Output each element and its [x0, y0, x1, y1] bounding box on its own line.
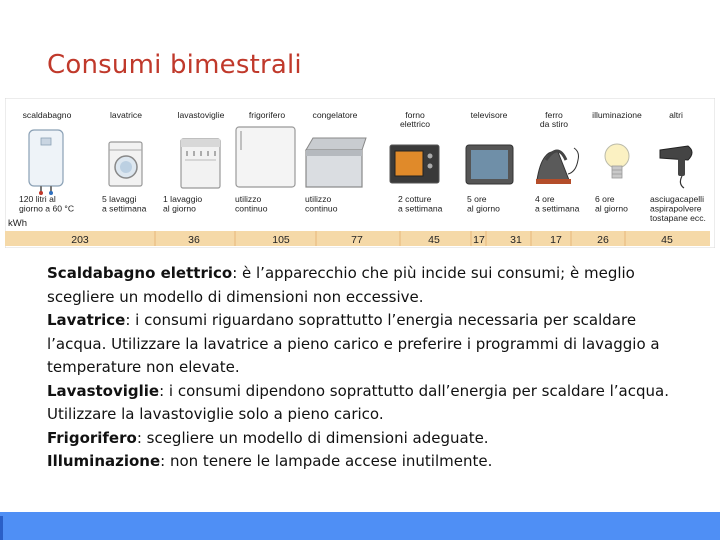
kwh-value: 17 — [473, 234, 485, 246]
appliance-usage: continuo — [235, 203, 268, 214]
kwh-value: 45 — [428, 234, 440, 246]
paragraph-heading: Frigorifero — [47, 428, 137, 447]
paragraph-body: : è l’apparecchio che più incide sui consumi; è meglio scegliere un modello di dimensioni non eccessive. — [47, 264, 635, 306]
appliance-usage: al giorno — [467, 203, 500, 214]
freezer-icon — [306, 138, 366, 187]
appliance-name: lavastoviglie — [177, 110, 225, 120]
paragraph-body: : i consumi riguardano soprattutto l’energia necessaria per scaldare l’acqua. Utilizzare la lavatrice a pieno carico e preferire i programmi di lavaggio a temperature non elevate. — [47, 311, 660, 376]
appliance-usage: 2 cotture — [398, 194, 432, 204]
paragraph-body: : scegliere un modello di dimensioni adeguate. — [136, 428, 489, 447]
paragraph-heading: Illuminazione — [47, 452, 161, 470]
appliance-name: scaldabagno — [22, 110, 72, 120]
paragraph-heading: Scaldabagno elettrico — [47, 264, 233, 282]
paragraph-body: : i consumi dipendono soprattutto dall’energia per scaldare l’acqua. Utilizzare la lavastoviglie solo a pieno carico. — [47, 381, 669, 423]
paragraph-heading: Lavastoviglie — [47, 381, 160, 400]
appliance-name: ferro — [545, 110, 563, 120]
paragraph-body: : non tenere le lampade accese inutilmente. — [160, 452, 493, 470]
slide-title: Consumi bimestrali — [47, 50, 302, 80]
appliance-name: da stiro — [539, 119, 569, 129]
appliance-usage: continuo — [305, 203, 338, 214]
appliance-name: forno — [405, 110, 425, 120]
appliance-name: lavatrice — [110, 110, 142, 120]
water-heater-icon — [29, 130, 63, 195]
appliance-usage: al giorno — [595, 203, 628, 214]
appliance-usage: aspirapolvere — [650, 203, 702, 214]
kwh-value: 77 — [351, 234, 363, 246]
appliance-usage: 6 ore — [595, 194, 615, 204]
body-text — [47, 262, 687, 474]
appliance-usage: giorno a 60 °C — [19, 203, 75, 214]
refrigerator-icon — [236, 127, 295, 187]
appliance-consumption-figure — [5, 98, 715, 248]
television-icon — [466, 145, 513, 184]
footer-accent — [0, 516, 3, 540]
appliance-usage: 120 litri al — [19, 194, 56, 204]
footer-bar — [0, 512, 720, 540]
appliance-usage: a settimana — [398, 203, 443, 214]
appliance-name: illuminazione — [592, 110, 642, 120]
kwh-value: 36 — [188, 234, 200, 246]
washing-machine-icon — [109, 142, 142, 186]
kwh-value: 26 — [597, 234, 609, 246]
appliance-usage: 5 lavaggi — [102, 194, 137, 204]
appliance-usage: 4 ore — [535, 194, 555, 204]
appliance-usage: 1 lavaggio — [163, 194, 203, 204]
kwh-value: 45 — [661, 234, 673, 246]
appliance-usage: 5 ore — [467, 194, 487, 204]
kwh-value: 31 — [510, 234, 522, 246]
dishwasher-icon — [181, 139, 220, 188]
appliance-name: elettrico — [399, 119, 431, 129]
paragraph-illuminazione — [47, 450, 687, 474]
kwh-value: 105 — [272, 234, 290, 246]
kwh-unit-label: kWh — [8, 218, 27, 229]
appliance-usage: a settimana — [102, 203, 147, 214]
kwh-value: 203 — [71, 234, 89, 246]
paragraph-lavastoviglie — [47, 380, 687, 427]
appliance-consumption-graphic — [5, 98, 715, 248]
appliance-usage: a settimana — [535, 203, 580, 214]
appliance-name: frigorifero — [248, 110, 286, 120]
paragraph-frigorifero — [47, 427, 687, 451]
appliance-usage: tostapane ecc. — [650, 213, 706, 223]
paragraph-heading: Lavatrice — [47, 311, 126, 329]
appliance-usage: utilizzo — [235, 194, 262, 204]
appliance-name: altri — [669, 110, 683, 120]
paragraph-scaldabagno — [47, 262, 687, 309]
appliance-name: congelatore — [312, 110, 358, 120]
oven-icon — [390, 145, 439, 183]
appliance-usage: asciugacapelli — [650, 194, 704, 204]
appliance-name: televisore — [470, 110, 508, 120]
appliance-usage: utilizzo — [305, 194, 332, 204]
kwh-value: 17 — [550, 234, 562, 246]
paragraph-lavatrice — [47, 309, 687, 380]
appliance-usage: al giorno — [163, 203, 196, 214]
